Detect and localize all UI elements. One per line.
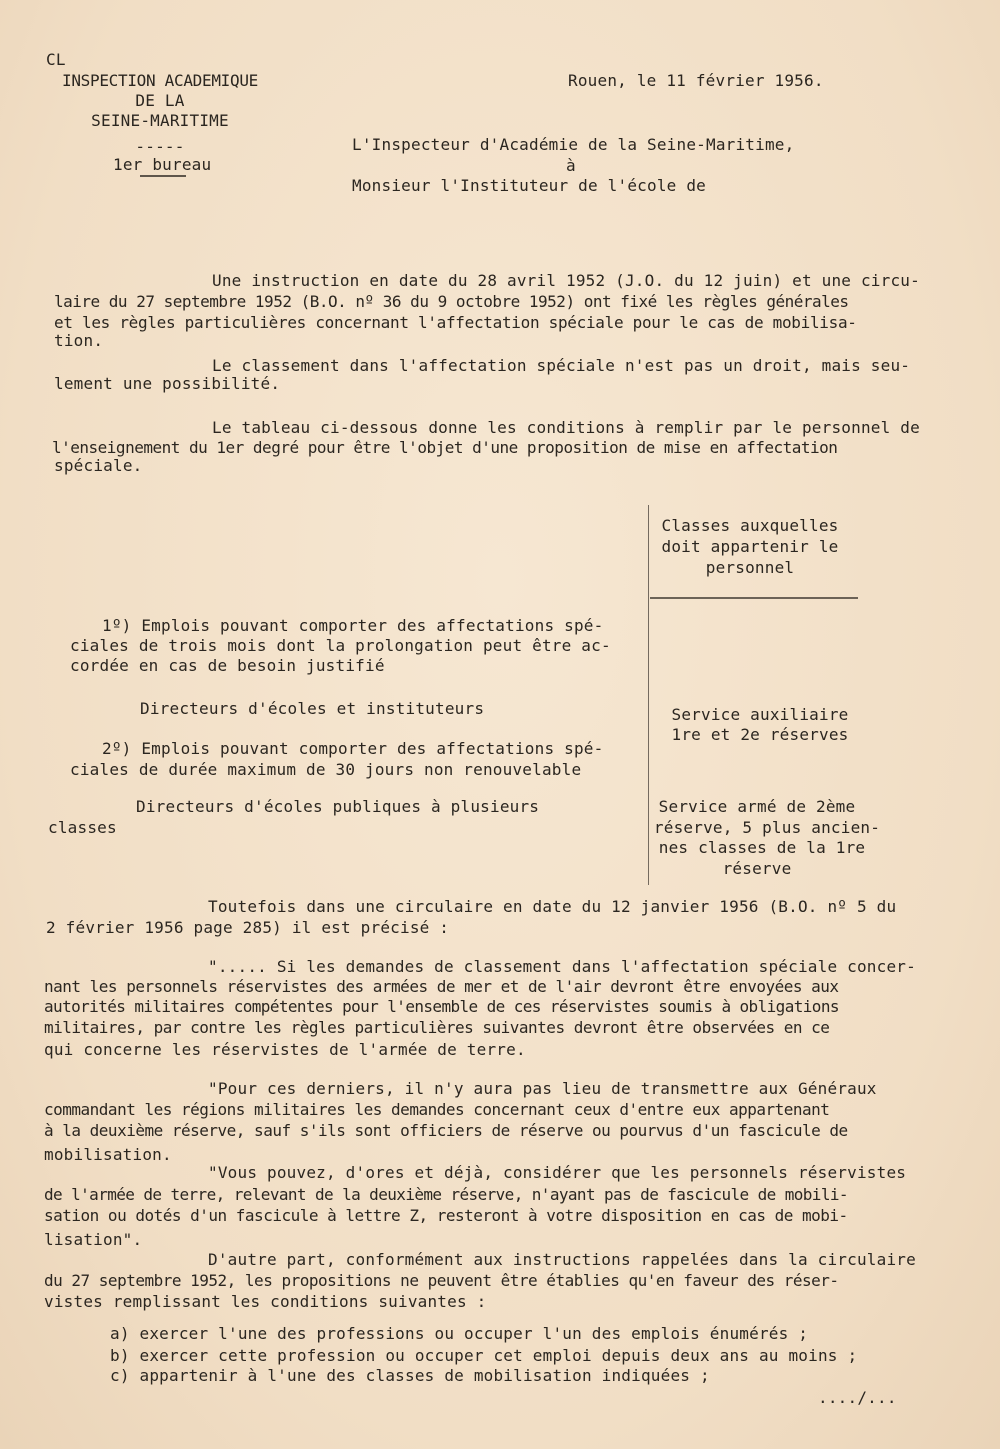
intro-p1-line-4: tion. bbox=[54, 331, 104, 350]
quote1-line-4: militaires, par contre les règles particulières suivantes devront être observées en ce bbox=[44, 1018, 830, 1037]
to-word: à bbox=[566, 156, 576, 175]
quote2-line-2: commandant les régions militaires les demandes concernant ceux d'entre eux appartenant bbox=[44, 1100, 830, 1119]
bureau-underline bbox=[140, 175, 186, 177]
row2-classes-line-2: réserve, 5 plus ancien- bbox=[653, 818, 881, 837]
p4-line-2: 2 février 1956 page 285) il est précisé : bbox=[46, 918, 450, 937]
quote1-line-1: "..... Si les demandes de classement dans l'affectation spéciale concer- bbox=[208, 957, 916, 976]
p5-line-3: vistes remplissant les conditions suivantes : bbox=[44, 1292, 487, 1311]
office-line-1: INSPECTION ACADEMIQUE bbox=[62, 71, 258, 90]
condition-a: a) exercer l'une des professions ou occuper l'un des emplois énumérés ; bbox=[110, 1324, 809, 1343]
row1-staff: Directeurs d'écoles et instituteurs bbox=[140, 699, 485, 718]
quote3-line-4: lisation". bbox=[44, 1230, 143, 1249]
row2-line-2: ciales de durée maximum de 30 jours non renouvelable bbox=[70, 760, 582, 779]
row2-classes-line-1: Service armé de 2ème bbox=[658, 797, 856, 816]
quote1-line-3: autorités militaires compétentes pour l'ensemble de ces réservistes soumis à obligations bbox=[44, 997, 839, 1016]
recipient: Monsieur l'Instituteur de l'école de bbox=[352, 176, 706, 195]
row2-classes-line-3: nes classes de la 1re bbox=[658, 838, 866, 857]
quote3-line-1: "Vous pouvez, d'ores et déjà, considérer que les personnels réservistes bbox=[208, 1163, 907, 1182]
intro-p2-line-1: Le classement dans l'affectation spéciale n'est pas un droit, mais seu- bbox=[212, 356, 911, 375]
separator: ----- bbox=[135, 137, 185, 156]
intro-p3-line-2: l'enseignement du 1er degré pour être l'objet d'une proposition de mise en affectation bbox=[52, 438, 838, 457]
bureau: 1er bureau bbox=[113, 155, 212, 174]
intro-p3-line-1: Le tableau ci-dessous donne les conditions à remplir par le personnel de bbox=[212, 418, 920, 437]
row2-staff-line-2: classes bbox=[48, 818, 117, 837]
office-line-3: SEINE-MARITIME bbox=[91, 111, 229, 130]
intro-p1-line-3: et les règles particulières concernant l'affectation spéciale pour le cas de mobilisa- bbox=[54, 313, 857, 332]
p5-line-1: D'autre part, conformément aux instructions rappelées dans la circulaire bbox=[208, 1250, 916, 1269]
p4-line-1: Toutefois dans une circulaire en date du 12 janvier 1956 (B.O. nº 5 du bbox=[208, 897, 897, 916]
place-date: Rouen, le 11 février 1956. bbox=[568, 71, 824, 90]
quote3-line-2: de l'armée de terre, relevant de la deuxième réserve, n'ayant pas de fascicule de mobili- bbox=[44, 1185, 848, 1204]
intro-p3-line-3: spéciale. bbox=[54, 456, 143, 475]
quote1-line-5: qui concerne les réservistes de l'armée de terre. bbox=[44, 1040, 526, 1059]
row1-line-2: ciales de trois mois dont la prolongation peut être ac- bbox=[70, 636, 611, 655]
condition-b: b) exercer cette profession ou occuper cet emploi depuis deux ans au moins ; bbox=[110, 1346, 858, 1365]
quote2-line-3: à la deuxième réserve, sauf s'ils sont officiers de réserve ou pourvus d'un fascicule de bbox=[44, 1121, 848, 1140]
quote1-line-2: nant les personnels réservistes des armées de mer et de l'air devront être envoyées aux bbox=[44, 977, 839, 996]
continued-marker: ..../... bbox=[818, 1388, 897, 1407]
row1-line-1: 1º) Emplois pouvant comporter des affectations spé- bbox=[102, 616, 604, 635]
row2-classes-line-4: réserve bbox=[722, 859, 792, 878]
intro-p1-line-2: laire du 27 septembre 1952 (B.O. nº 36 du 9 octobre 1952) ont fixé les règles générales bbox=[54, 292, 849, 311]
row1-classes-line-1: Service auxiliaire bbox=[671, 705, 849, 724]
p5-line-2: du 27 septembre 1952, les propositions ne peuvent être établies qu'en faveur des réser- bbox=[44, 1271, 839, 1290]
table-header-line-2: doit appartenir le bbox=[661, 537, 839, 556]
row1-classes-line-2: 1re et 2e réserves bbox=[671, 725, 849, 744]
intro-p1-line-1: Une instruction en date du 28 avril 1952 (J.O. du 12 juin) et une circu- bbox=[212, 271, 920, 290]
quote2-line-1: "Pour ces derniers, il n'y aura pas lieu de transmettre aux Généraux bbox=[208, 1079, 877, 1098]
table-header-line-3: personnel bbox=[705, 558, 795, 577]
table-header-rule bbox=[650, 597, 858, 599]
condition-c: c) appartenir à l'une des classes de mobilisation indiquées ; bbox=[110, 1366, 710, 1385]
row1-line-3: cordée en cas de besoin justifié bbox=[70, 656, 385, 675]
sender: L'Inspecteur d'Académie de la Seine-Maritime, bbox=[352, 135, 795, 154]
initials: CL bbox=[46, 50, 66, 69]
row2-line-1: 2º) Emplois pouvant comporter des affectations spé- bbox=[102, 739, 604, 758]
intro-p2-line-2: lement une possibilité. bbox=[54, 374, 281, 393]
quote3-line-3: sation ou dotés d'un fascicule à lettre Z, resteront à votre disposition en cas de mobi- bbox=[44, 1206, 848, 1225]
table-header-line-1: Classes auxquelles bbox=[661, 516, 839, 535]
quote2-line-4: mobilisation. bbox=[44, 1145, 172, 1164]
table-vertical-rule bbox=[648, 505, 649, 885]
row2-staff-line-1: Directeurs d'écoles publiques à plusieurs bbox=[136, 797, 540, 816]
office-line-2: DE LA bbox=[135, 91, 185, 110]
